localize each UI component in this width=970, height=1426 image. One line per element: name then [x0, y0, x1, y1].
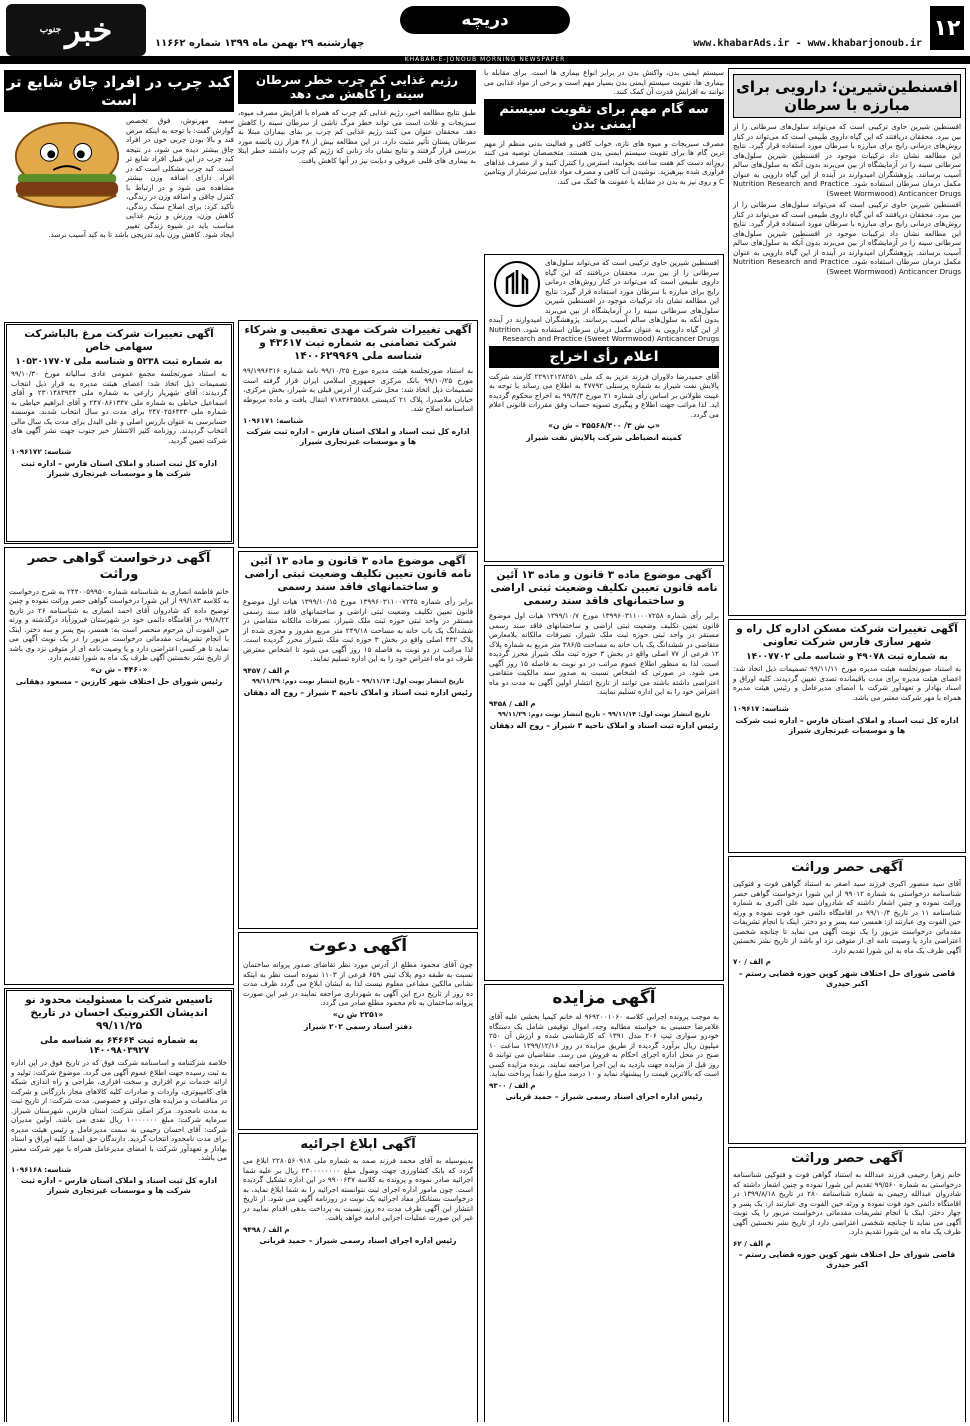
column-mid-right	[484, 254, 724, 1422]
ad-body: آقای حمیدرضا دلاوران فرزند عزیز به کد ملی ۲۲۹۱۲۱۲۸۲۵۱ کارمند شرکت پالایش نفت شیراز به شماره پرسنلی ۴۷۷۹۲ به اطلاع می رساند با توجه به غیبت طولانی بر اساس رأی شماره ۲۱ مورخ ۹۹/۴/۳ به اخراج محکوم گردیده اید. لذا مراتب جهت اطلاع و پیگیری تسویه حساب وفق مقررات قانونی اعلام می گردد.	[489, 371, 719, 419]
site-urls: www.khabarAds.ir - www.khabarjonoub.ir	[693, 38, 922, 49]
ad-title: آگهی موضوع ماده ۳ قانون و ماده ۱۳ آئین نامه قانون تعیین تکلیف وضعیت ثبتی اراضی و ساختمانهای فاقد سند رسمی	[490, 569, 718, 608]
article-fatty-liver-body: سعید مهرنوش، فوق تخصص گوارش گفت: با توجه به اینکه مرض قند و بالا بودن چربی خون در افراد چاق بیشتر دیده می شود، در نتیجه کبد چرب در این قبیل افراد شایع تر است. کبد چرب مشکلی است که در افراد دارای اضافه وزن بیشتر مشاهده می شود و در ارتباط با کنترل چاقی و اضافه وزن در زندگی، تأکید کرد: برای اصلاح سبک زندگی، کاهش وزن، ورزش و رژیم غذایی مناسب باید در شیوه زندگی تغییر ایجاد شود. کاهش وزن باید تدریجی باشد تا به کبد آسیب نرسد.	[48, 116, 234, 239]
article-diet-title: رژیم غذایی کم چرب خطر سرطان سینه را کاهش می دهد	[238, 70, 476, 104]
article-fatty-liver	[4, 68, 234, 318]
logo-small: جنوب	[39, 25, 62, 35]
ad-signature: اداره کل ثبت اسناد و املاک استان فارس – اداره ثبت شرکت ها و موسسات غیرتجاری شیراز	[21, 1176, 217, 1196]
article-stem-cell-body: افسنطین شیرین حاوی ترکیبی است که می‌تواند سلول‌های سرطانی را از بین ببرد. محققان دریافتند که این گیاه داروی طبیعی است که می‌تواند در کنار روش‌های درمانی رایج برای مبارزه با سرطان مورد استفاده قرار گیرد. نتایج این مطالعه نشان داد ترکیبات موجود در افسنطین شیرین سلول‌های سرطانی سینه را در آزمایشگاه از بین می‌برند بدون آنکه به سلول‌های سالم آسیب برسانند. پژوهشگران امیدوارند در آینده از این گیاه دارویی به عنوان مکمل درمان سرطان استفاده شود. Nutrition Research and Practice (Sweet Wormwood) Anticancer Drugs	[733, 122, 961, 198]
article-stem-cell-body-cont: افسنطین شیرین حاوی ترکیبی است که می‌تواند سلول‌های سرطانی را از بین ببرد. محققان دریافتند که این گیاه داروی طبیعی است که می‌تواند در کنار روش‌های درمانی رایج برای مبارزه با سرطان مورد استفاده قرار گیرد. نتایج این مطالعه نشان داد ترکیبات موجود در افسنطین شیرین سلول‌های سرطانی سینه را در آزمایشگاه از بین می‌برند بدون آنکه به سلول‌های سالم آسیب برسانند. پژوهشگران امیدوارند در آینده از این گیاه دارویی به عنوان مکمل درمان سرطان استفاده شود. Nutrition Research and Practice (Sweet Wormwood) Anticancer Drugs	[733, 200, 961, 276]
section-rubric: دریچه	[400, 6, 570, 34]
ad-dates: تاریخ انتشار نوبت اول: ۹۹/۱۱/۱۴ – تاریخ انتشار نوبت دوم: ۹۹/۱۱/۲۹	[251, 677, 465, 686]
ad-ref: م الف / ۹۴۵۷	[243, 665, 290, 675]
ad-invitation	[238, 932, 478, 1130]
ad-land-registry-2	[238, 551, 478, 929]
ad-title: آگهی تغییرات شرکت مهدی تعقیبی و شرکاء شرکت تضامنی به شماره ثبت ۴۳۶۱۷ و شناسه ملی ۱۴۰۰۶۲۹۹۶۹	[244, 324, 472, 363]
column-left	[4, 322, 234, 1422]
ad-signature: اداره کل ثبت اسناد و املاک استان فارس – اداره ثبت شرکت ها و موسسات غیرتجاری شیراز	[21, 458, 217, 478]
ad-title: آگهی موضوع ماده ۳ قانون و ماده ۱۳ آئین نامه قانون تعیین تکلیف وضعیت ثبتی اراضی و ساختمانهای فاقد سند رسمی	[244, 555, 472, 594]
article-fatty-liver-title: کبد چرب در افراد چاق شایع تر است	[4, 70, 234, 112]
ad-title: اعلام رأی اخراج	[489, 346, 719, 368]
article-immunity-title: سه گام مهم برای تقویت سیستم ایمنی بدن	[484, 99, 724, 135]
ad-enforcement	[238, 1133, 478, 1422]
article-immunity	[484, 68, 724, 250]
ad-signature: رئیس اداره ثبت اسناد و املاک ناحیه ۳ شیراز – روح اله دهقان	[489, 720, 719, 730]
ad-title: تاسیس شرکت با مسئولیت محدود نو اندیشان الکترونیک احسان در تاریخ ۹۹/۱۱/۲۵	[25, 994, 213, 1033]
ad-body: خانم زهرا رحیمی فرزند عبدالله به استناد گواهی فوت و فتوکپی شناسنامه درخواستی به شماره ۹۹/۵۶۰ تقدیم این شورا نموده و چنین اشعار داشته که شادروان عبدالله رحیمی به شماره شناسنامه ۲۸۰ در تاریخ ۱۳۹۹/۸/۱۸ در اقامتگاه دائمی خود فوت نموده و ورثه حین الفوت وی عبارتند از: یک پسر و چهار دختر. اینک با انجام تشریفات مقدماتی درخواست مزبور را یک نوبت آگهی می نماید تا چنانچه شخصی اعتراضی دارد از تاریخ نشر نخستین آگهی ظرف یک ماه به این شورا تقدیم دارد.	[733, 1170, 961, 1237]
ad-title: آگهی تغییرات شرکت مسکن اداره کل راه و شهر سازی فارس شرکت تعاونی	[736, 623, 958, 649]
ad-signature: دفتر اسناد رسمی ۲۰۲ شیراز	[304, 1021, 412, 1031]
article-diet	[238, 68, 476, 250]
ad-company-tonghibi	[238, 320, 478, 548]
ad-title: آگهی مزایده	[552, 988, 656, 1008]
ad-sub: به شماره ثبت ۶۴۶۶۴ به شناسه ملی ۱۴۰۰۹۸۰۳۹۲۷	[40, 1036, 198, 1057]
ad-company-maskan	[728, 619, 966, 853]
article-immunity-body: مصرف سبزیجات و میوه های تازه، خواب کافی و فعالیت بدنی منظم از مهم ترین گام ها برای تقویت سیستم ایمنی بدن هستند. متخصصان توصیه می کنند روزانه دست کم هفت ساعت بخوابید، استرس را کنترل کنید و از مصرف غذاهای فرآوری شده بپرهیزید. نوشیدن آب کافی و مصرف مواد غذایی سرشار از ویتامین C و روی نیز به بدن در مقابله با عفونت ها کمک می کند.	[484, 138, 724, 186]
ad-land-registry-1	[484, 565, 724, 981]
page-number: ۱۲	[930, 6, 964, 50]
ad-dates: تاریخ انتشار نوبت اول: ۹۹/۱۱/۱۴ – تاریخ انتشار نوبت دوم: ۹۹/۱۱/۲۹	[497, 710, 711, 719]
ad-signature: اداره کل ثبت اسناد و املاک استان فارس – اداره ثبت شرکت ها و موسسات غیرتجاری شیراز	[735, 715, 959, 735]
ad-body: خانم فاطمه انصاری به شناسنامه شماره ۲۴۴۰۰۵۹۹۵۰ به شرح درخواست به کلاسه ۹۹/۱۸۳ از این شورا درخواست گواهی حصر وراثت نموده و چنین توضیح داده که شادروان آقای احمد انصاری به شناسنامه ۲۶ در تاریخ ۹۹/۸/۲۲ در اقامتگاه دائمی خود در شهرستان فیروزآباد درگذشته و ورثه حین الفوت آن مرحوم منحصر است به: همسر، پنج پسر و سه دختر. اینک با انجام تشریفات مقدماتی درخواست مزبور را در یک نوبت آگهی می نماید تا هر کسی اعتراضی دارد و یا وصیت نامه ای از متوفی نزد وی باشد از تاریخ نشر نخستین آگهی ظرف یک ماه به شورا تقدیم دارد.	[9, 586, 229, 662]
ad-body: به استناد صورتجلسه مجمع عمومی عادی سالیانه مورخ ۹۹/۱۰/۳۰ تصمیمات ذیل اتخاذ شد: اعضای هیئت مدیره به قرار ذیل انتخاب گردیدند: آقای شهریار زارعی به شماره ملی ۲۳۰۱۴۸۳۹۳۴ و آقای اسماعیل خیاطی به شماره ملی ۲۴۷۰۸۶۱۳۴۷ و آقای ابراهیم خیاطی به شماره ملی ۲۴۷۰۲۵۶۴۴۳ برای مدت دو سال انتخاب شدند. موسسه حسابرسی به عنوان بازرس اصلی و علی البدل برای مدت یک سال مالی انتخاب گردیدند. روزنامه کثیر الانتشار خبر جنوب جهت نشر آگهی های شرکت تعیین گردید.	[11, 369, 228, 445]
ad-auction	[484, 984, 724, 1422]
ad-body: برابر رأی شماره ۱۳۹۹۶۰۳۱۱۰۰۷۲۴۵ مورخ ۱۳۹۹/۱۰/۱۵ هیات اول موضوع قانون تعیین تکلیف وضعیت ثبتی اراضی و ساختمانهای فاقد سند رسمی مستقر در واحد ثبتی حوزه ثبت ملک شیراز، تصرفات مالکانه متقاضی در ششدانگ یک باب خانه به مساحت ۲۴۹/۱۸ متر مربع مفروز و مجزی شده از پلاک ۴۳۲ اصلی واقع در بخش ۳ حوزه ثبت ملک شیراز محرز گردیده است. لذا مراتب در دو نوبت به فاصله ۱۵ روز آگهی می شود تا اشخاص معترض ظرف دو ماه اعتراض خود را به این اداره تسلیم نمایند.	[243, 597, 474, 664]
issue-line: چهارشنبه ۲۹ بهمن ماه ۱۳۹۹ شماره ۱۱۶۶۲	[155, 38, 365, 49]
article-stem-cell-source: افسنطین شیرین حاوی ترکیبی است که می‌تواند سلول‌های سرطانی را از بین ببرد. محققان دریافتند که این گیاه داروی طبیعی است که می‌تواند در کنار روش‌های درمانی رایج برای مبارزه با سرطان مورد استفاده قرار گیرد. نتایج این مطالعه نشان داد ترکیبات موجود در افسنطین شیرین سلول‌های سرطانی سینه را در آزمایشگاه از بین می‌برند بدون آنکه به سلول‌های سالم آسیب برسانند. پژوهشگران امیدوارند در آینده از این گیاه دارویی به عنوان مکمل درمان سرطان استفاده شود. Nutrition Research and Practice (Sweet Wormwood) Anticancer Drugs	[489, 258, 719, 343]
ad-body: بدینوسیله به آقای محمد فرزند صمد به شماره ملی ۲۲۸۰۵۶۰۹۱۸ ابلاغ می گردد که بانک کشاورزی جهت وصول مبلغ ۲۳۰۰۰۰۰۰۰۰ ریال بر علیه شما اجرائیه صادر نموده و پرونده به کلاسه ۹۹۰۰۶۴۷ در این اداره تشکیل گردیده است. چون مامور اداره اجرای ثبت نتوانسته اجرائیه را به شما ابلاغ نماید، به درخواست بستانکار مفاد اجرائیه یک نوبت در روزنامه آگهی می شود. از تاریخ انتشار این آگهی ظرف مدت ده روز نسبت به پرداخت بدهی اقدام نمایید در غیر این صورت عملیات اجرایی ادامه خواهد یافت.	[243, 1156, 474, 1223]
ad-sub: به شماره ثبت ۴۹۰۷۸ و شناسه ملی ۱۴۰۰۷۷۰۲	[746, 652, 948, 663]
ad-inheritance-2	[728, 1147, 966, 1422]
ad-ref: م الف / ۹۴۵۸	[489, 698, 536, 708]
ad-ref: «۲۲۵۱ ش ن»	[332, 1009, 384, 1019]
ad-signature: اداره کل ثبت اسناد و املاک استان فارس – اداره ثبت شرکت ها و موسسات غیرتجاری شیراز	[246, 427, 470, 447]
ad-inheritance-1	[728, 856, 966, 1144]
article-stem-cell	[728, 68, 966, 616]
ad-dismissal	[484, 254, 724, 562]
ad-body: به استناد صورتجلسه هیئت مدیره مورخ ۹۹/۱۰/۲۵ نامه شماره ۹۹/۱۹۹۶۳۱۶ مورخ ۹۹/۱۰/۲۵ بانک مرکزی جمهوری اسلامی ایران قرار گرفته است تصمیمات ذیل اتخاذ شد: محل شرکت از آدرس قبلی به شیراز، بخش مرکزی، خیابان ملاصدرا، پلاک ۲۱ کدپستی ۷۱۸۳۶۳۵۵۸۸ انتقال یافت و ماده مربوطه اساسنامه اصلاح شد.	[243, 366, 473, 414]
strapline: KHABAR-E-JONOUB MORNING NEWSPAPER	[0, 56, 970, 64]
refinery-seal-icon	[493, 260, 541, 308]
article-immunity-lead: سیستم ایمنی بدن، واکنش بدن در برابر انواع بیماری ها است. برای مقابله با بیماری ها، تقویت سیستم ایمنی بدن بسیار مهم است و برخی از مواد غذایی می توانند به افزایش قدرت آن کمک کنند.	[484, 68, 724, 96]
ad-ref: م الف / ۷۰	[733, 957, 771, 967]
article-diet-body: طبق نتایج مطالعه اخیر، رژیم غذایی کم چرب که همراه با افزایش مصرف میوه، سبزیجات و غلات است می تواند خطر مرگ ناشی از سرطان سینه را کاهش دهد. محققان عنوان می کنند رژیم غذایی کم چرب بر بقای بیماران مبتلا به سرطان پستان تأثیر مثبت دارد. در این مطالعه بیش از ۴۸ هزار زن یائسه مورد بررسی قرار گرفتند و نتایج نشان داد زنانی که رژیم کم چرب داشتند خطر ابتلا به بیماری های قلبی عروقی و دیابت نیز در آنها کاهش یافت.	[238, 108, 476, 165]
ad-body: خلاصه شرکتنامه و اساسنامه شرکت فوق که در تاریخ فوق در این اداره به ثبت رسیده جهت اطلاع عموم آگهی می گردد. موضوع شرکت: تولید و ارائه خدمات نرم افزاری و سخت افزاری، طراحی و راه اندازی شبکه های کامپیوتری، واردات و صادرات کلیه کالاهای مجاز بازرگانی و شرکت در مناقصات و مزایده های دولتی و خصوصی. مدت شرکت: از تاریخ ثبت به مدت نامحدود. مرکز اصلی شرکت: استان فارس، شهرستان شیراز. سرمایه شرکت: مبلغ ۱۰۰۰۰۰۰۰ ریال نقدی می باشد. اولین مدیران شرکت: آقای احسان رحیمی به سمت مدیرعامل و رئیس هیئت مدیره برای مدت نامحدود انتخاب گردید. دارندگان حق امضا: کلیه اوراق و اسناد بهادار و تعهدآور شرکت با امضای مدیرعامل همراه با مهر شرکت معتبر می باشد.	[11, 1058, 227, 1163]
logo-text: خبر	[65, 11, 113, 49]
ad-title: آگهی درخواست گواهی حصر وراثت	[27, 551, 211, 583]
ad-ref: شناسه: ۱۰۹۶۱۷	[733, 704, 789, 714]
masthead	[0, 0, 970, 62]
ad-ref: شناسه: ۱۰۹۶۱۷۱	[243, 415, 304, 425]
ad-inheritance-request	[4, 547, 234, 985]
ad-title: آگهی تغییرات شرکت مرغ بالباشرکت سهامی خاص	[24, 328, 214, 354]
ad-ref: م الف / ۹۴۹۸	[243, 1224, 290, 1234]
ad-body: به موجب پرونده اجرایی کلاسه ۹۶۹۲۰۰۱۰۶۰ له خانم کیمیا بخشی علیه آقای غلامرضا حسینی به خواسته مطالبه وجه، اموال توقیفی شامل یک دستگاه خودرو سواری تیپ ۲۰۶ مدل ۱۳۹۱ که کارشناسی شده و ارزش آن ۲۵۰ میلیون ریال برآورد گردیده از طریق مزایده در روز ۱۳۹۹/۱۲/۱۶ ساعت ۱۰ صبح در محل اداره اجرای احکام به فروش می رسد. متقاضیان می توانند ۵ روز قبل از مزایده جهت بازدید به این اجرا مراجعه نمایند. برنده مزایده کسی است که بالاترین قیمت را پیشنهاد نماید و ۱۰ درصد مبلغ را نقداً پرداخت نماید.	[489, 1012, 719, 1079]
ad-company-founding	[4, 988, 234, 1422]
ad-body: برابر رأی شماره ۱۳۹۹۶۰۳۱۱۰۰۰۷۲۵۸ مورخ ۱۳۹۹/۱۰/۷ هیات اول موضوع قانون تعیین تکلیف وضعیت ثبتی اراضی و ساختمانهای فاقد سند رسمی مستقر در واحد ثبتی حوزه ثبت ملک شیراز، تصرفات مالکانه بلامعارض متقاضی در ششدانگ یک باب خانه به مساحت ۳۸۶/۵ متر مربع به شماره پلاک ۱۲ فرعی از ۷۷ اصلی واقع در بخش ۳ حوزه ثبت ملک شیراز محرز گردیده است. لذا به منظور اطلاع عموم مراتب در دو نوبت به فاصله ۱۵ روز آگهی می شود. در صورتی که اشخاص نسبت به صدور سند مالکیت متقاضی اعتراضی داشته باشند می توانند از تاریخ انتشار اولین آگهی به مدت دو ماه اعتراض خود را به این اداره تسلیم نمایند.	[489, 611, 720, 697]
ad-signature: رئیس اداره اجرای اسناد رسمی شیراز – حمید قربانی	[259, 1236, 457, 1246]
ad-ref: شناسه: ۱۰۹۶۱۶۸	[11, 1164, 72, 1174]
ad-title: آگهی حصر وراثت	[791, 860, 903, 875]
ad-signature: رئیس اداره اجرای اسناد رسمی شیراز – حمید قربانی	[505, 1092, 703, 1102]
ad-signature: قاضی شورای حل اختلاف شهر کوپن حوزه قضایی رستم – اکبر حیدری	[738, 1250, 956, 1270]
column-mid-left	[238, 320, 478, 1422]
ad-sub: به شماره ثبت ۵۲۳۸ و شناسه ملی ۱۰۵۳۰۱۷۷۰۷	[15, 357, 223, 368]
ad-ref: «پ ش ۳/ ۳۵۵۶۸/۳۰۰ – ش ن»	[548, 421, 660, 430]
ad-company-morgh	[4, 322, 234, 544]
ad-body: چون آقای محمود مطلع از آدرس مورد نظر تقاضای صدور پروانه ساختمان نسبت به طبقه دوم پلاک ثبتی ۶۵۹ فرعی از ۱۱۰۳ نموده است نظر به اینکه نشانی مالکین مشاعی معلوم نیست لذا به ایشان ابلاغ می گردد ظرف مدت ده روز از تاریخ درج این آگهی به شهرداری مراجعه نمایند در غیر این صورت پروانه ساختمان به نام محمود مطلع صادر می گردد.	[243, 960, 473, 1008]
ad-signature: رئیس شورای حل اختلاف شهر کارزین – مسعود دهقانی	[15, 676, 223, 686]
ad-signature: رئیس اداره ثبت اسناد و املاک ناحیه ۳ شیراز – روح اله دهقان	[243, 687, 473, 697]
newspaper-logo	[6, 4, 146, 56]
burger-cartoon-icon	[8, 116, 126, 226]
ad-body: به استناد صورتجلسه هیئت مدیره مورخ ۹۹/۱۱/۱۱ تصمیمات ذیل اتخاذ شد: اعضای هیئت مدیره برای مدت باقیمانده تصدی تعیین گردیدند. کلیه اوراق و اسناد بهادار و تعهدآور شرکت با امضای مدیرعامل و رئیس هیئت مدیره همراه با مهر شرکت معتبر می باشد.	[733, 664, 961, 702]
ad-ref: م الف / ۹۳۰۰	[489, 1080, 536, 1090]
ad-body: آقای سید منصور اکبری فرزند سید اصغر به استناد گواهی فوت و فتوکپی شناسنامه درخواستی به شماره ۹۹۰۱۲ از این شورا درخواست گواهی حصر وراثت نموده و چنین اشعار داشته که شادروان سید علی اکبری به شماره شناسنامه ۱۱ در تاریخ ۹۹/۱۰/۴ در اقامتگاه دائمی خود فوت نموده و ورثه حین الفوت وی عبارتند از: همسر، سه پسر و دو دختر. اینک با انجام تشریفات مقدماتی درخواست مزبور را یک نوبت آگهی می نماید تا چنانچه شخصی اعتراضی دارد یا وصیت نامه ای از متوفی نزد او باشد از تاریخ نشر نخستین آگهی ظرف یک ماه به این شورا تقدیم دارد.	[733, 879, 961, 955]
ad-ref: م الف / ۶۲	[733, 1238, 771, 1248]
ad-ref: شناسه: ۱۰۹۶۱۷۲	[11, 447, 72, 457]
column-right	[728, 68, 966, 1422]
ad-title: آگهی حصر وراثت	[791, 1151, 903, 1166]
article-stem-cell-title: افسنطین‌شیرین؛ دارویی برای مبارزه با سرطان	[733, 74, 961, 118]
ad-title: آگهی دعوت	[308, 936, 408, 956]
ad-signature: کمیته انضباطی شرکت پالایش نفت شیراز	[526, 433, 682, 443]
ad-signature: قاضی شورای حل اختلاف شهر کوپن حوزه قضایی رستم – اکبر حیدری	[738, 968, 956, 988]
ad-ref: «۴۴۶۰ – ش ن»	[90, 664, 148, 674]
ad-title: آگهی ابلاغ اجرائیه	[300, 1137, 416, 1152]
